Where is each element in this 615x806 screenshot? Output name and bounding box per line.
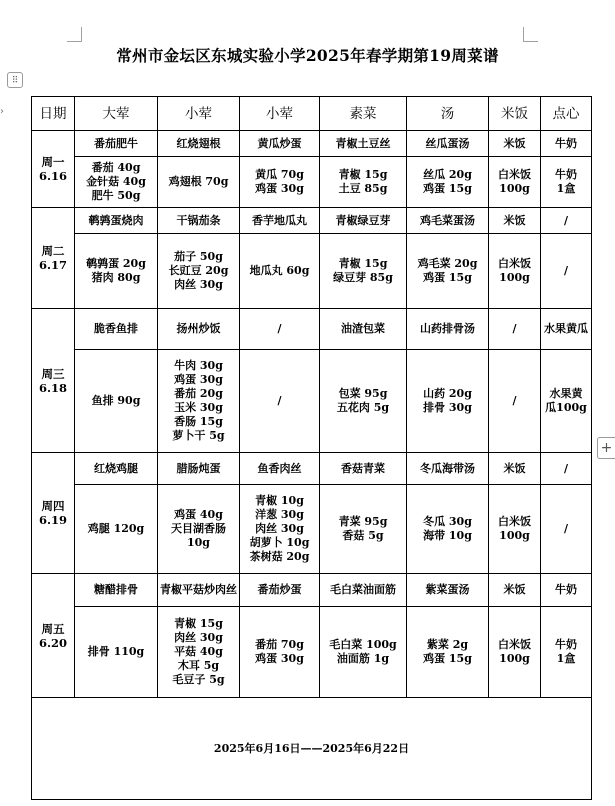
ingredient-cell	[75, 485, 158, 574]
header-cell: 素菜	[320, 97, 407, 131]
ingredient-cell	[240, 349, 320, 452]
ingredient-line: 平菇 40g	[174, 644, 223, 658]
dish-name: 冬瓜海带汤	[407, 452, 489, 484]
ingredient-line: 1盒	[556, 651, 576, 665]
ingredient-line: 白米饭	[498, 515, 531, 529]
dish-name: 紫菜蛋汤	[407, 574, 489, 606]
weekday-label: 周二	[41, 244, 65, 259]
ingredient-cell	[407, 485, 489, 574]
ingredient-line: 青椒 15g	[338, 257, 388, 271]
ingredient-cell	[158, 349, 240, 452]
dish-name: /	[489, 309, 541, 350]
ingredient-line: 丝瓜 20g	[423, 168, 472, 182]
dish-name: 米饭	[489, 452, 541, 484]
ingredient-line: 100g	[499, 271, 530, 285]
add-column-button[interactable]: +	[597, 437, 615, 459]
ingredient-line: 10g	[187, 536, 210, 550]
dish-name: 脆香鱼排	[75, 309, 158, 350]
ingredient-line: 牛肉 30g	[174, 358, 223, 372]
ingredient-line: 100g	[499, 651, 530, 665]
date-label: 6.17	[38, 258, 67, 273]
dish-name: 牛奶	[541, 574, 592, 606]
ingredient-line: 白米饭	[498, 257, 531, 271]
dish-name: 牛奶	[541, 131, 592, 157]
ingredient-line: 鸡腿 120g	[87, 522, 145, 536]
header-cell: 大荤	[75, 97, 158, 131]
ingredient-line: 番茄 70g	[255, 637, 304, 651]
ingredient-line: 鸡毛菜 20g	[417, 257, 478, 271]
header-cell: 点心	[541, 97, 592, 131]
chevron-right-icon[interactable]: ›	[0, 106, 4, 117]
ingredient-line: 油面筋 1g	[336, 651, 390, 665]
ingredient-cell	[240, 485, 320, 574]
dish-name: 水果黄瓜	[541, 309, 592, 350]
ingredient-line: 茶树菇 20g	[249, 550, 310, 564]
dish-row	[32, 131, 592, 157]
day-cell	[32, 207, 75, 308]
ingredient-cell	[541, 349, 592, 452]
ingredient-line: 鸡蛋 30g	[255, 651, 304, 665]
dish-name: 干锅茄条	[158, 207, 240, 233]
day-cell	[32, 131, 75, 208]
day-cell	[32, 452, 75, 573]
ingredient-line: /	[563, 264, 569, 278]
ingredient-line: 毛豆子 5g	[172, 672, 225, 686]
ingredient-cell	[489, 234, 541, 309]
dish-name: /	[541, 452, 592, 484]
page-title: 常州市金坛区东城实验小学2025年春学期第19周菜谱	[116, 46, 499, 65]
dish-name: 番茄肥牛	[75, 131, 158, 157]
ingredient-line: 鱼排 90g	[91, 393, 141, 407]
ingredient-line: 玉米 30g	[174, 400, 223, 414]
ingredient-line: 土豆 85g	[338, 182, 388, 196]
ingredient-cell	[320, 157, 407, 208]
ingredient-cell	[158, 485, 240, 574]
ingredient-line: 鸡蛋 15g	[423, 271, 472, 285]
ingredient-line: /	[563, 522, 569, 536]
ingredient-line: 茄子 50g	[174, 250, 223, 264]
ingredient-cell	[158, 157, 240, 208]
ingredient-line: 鸡蛋 40g	[174, 508, 223, 522]
dish-name: 米饭	[489, 207, 541, 233]
ingredient-line: 天目湖香肠	[171, 522, 226, 536]
ingredient-cell	[320, 349, 407, 452]
ingredient-cell	[320, 606, 407, 697]
ingredient-cell	[320, 234, 407, 309]
dish-name: 扬州炒饭	[158, 309, 240, 350]
dish-name: 青椒平菇炒肉丝	[158, 574, 240, 606]
weekday-label: 周三	[41, 366, 65, 381]
ingredient-line: 排骨 30g	[423, 400, 472, 414]
ingredient-line: 肥牛 50g	[91, 189, 141, 203]
ingredient-row	[32, 234, 592, 309]
ingredient-line: 牛奶	[555, 168, 577, 182]
ingredient-cell	[541, 234, 592, 309]
header-row	[32, 97, 592, 131]
menu-table	[31, 96, 592, 800]
ingredient-line: 绿豆芽 85g	[333, 271, 393, 285]
ingredient-line: 肉丝 30g	[174, 630, 223, 644]
date-label: 6.16	[38, 168, 67, 183]
ingredient-line: 鸡蛋 15g	[423, 182, 472, 196]
ingredient-cell	[407, 606, 489, 697]
dish-row	[32, 452, 592, 484]
dish-name: 山药排骨汤	[407, 309, 489, 350]
ingredient-line: 鸡蛋 15g	[423, 651, 472, 665]
ingredient-line: 青椒 15g	[338, 168, 388, 182]
weekday-label: 周四	[41, 499, 65, 514]
ingredient-line: 牛奶	[555, 637, 577, 651]
ingredient-cell	[240, 234, 320, 309]
ingredient-row	[32, 485, 592, 574]
dish-name: 米饭	[489, 131, 541, 157]
header-cell: 汤	[407, 97, 489, 131]
ingredient-cell	[489, 157, 541, 208]
ingredient-line: 木耳 5g	[177, 658, 220, 672]
ingredient-line: 紫菜 2g	[426, 637, 469, 651]
ingredient-cell	[489, 349, 541, 452]
ingredient-cell	[489, 485, 541, 574]
weekday-label: 周五	[41, 621, 65, 636]
dish-name: 黄瓜炒蛋	[240, 131, 320, 157]
dish-name: 香菇青菜	[320, 452, 407, 484]
header-cell: 小荤	[158, 97, 240, 131]
ingredient-line: 长豇豆 20g	[168, 264, 229, 278]
ingredient-cell	[75, 157, 158, 208]
dish-name: 丝瓜蛋汤	[407, 131, 489, 157]
ingredient-line: 鹌鹑蛋 20g	[86, 257, 146, 271]
dish-name: 番茄炒蛋	[240, 574, 320, 606]
ingredient-cell	[158, 606, 240, 697]
ingredient-line: 胡萝卜 10g	[249, 536, 310, 550]
dish-name: 红烧翅根	[158, 131, 240, 157]
ingredient-line: 金针菇 40g	[86, 175, 146, 189]
dish-name: /	[240, 309, 320, 350]
dish-name: 青椒土豆丝	[320, 131, 407, 157]
ingredient-line: 香菇 5g	[342, 529, 384, 543]
dish-name: 鸡毛菜蛋汤	[407, 207, 489, 233]
ingredient-line: 肉丝 30g	[174, 278, 223, 292]
header-cell: 小荤	[240, 97, 320, 131]
date-label: 6.20	[38, 635, 67, 650]
day-cell	[32, 309, 75, 453]
ingredient-cell	[407, 234, 489, 309]
ingredient-row	[32, 157, 592, 208]
ingredient-line: 白米饭	[498, 168, 531, 182]
ingredient-line: 100g	[499, 182, 530, 196]
date-label: 6.19	[38, 513, 67, 528]
dish-name: 糖醋排骨	[75, 574, 158, 606]
dish-name: 红烧鸡腿	[75, 452, 158, 484]
ingredient-line: 青椒 15g	[174, 616, 223, 630]
dish-name: 腊肠炖蛋	[158, 452, 240, 484]
table-move-handle-icon[interactable]: ⠿	[7, 72, 23, 88]
ingredient-line: /	[512, 393, 517, 407]
ingredient-cell	[240, 606, 320, 697]
date-range: 2025年6月16日——2025年6月22日	[32, 698, 592, 800]
ingredient-line: 猪肉 80g	[91, 271, 141, 285]
dish-name: 油渣包菜	[320, 309, 407, 350]
ingredient-line: 毛白菜 100g	[329, 637, 397, 651]
footer-row	[32, 698, 592, 800]
ingredient-line: 鸡蛋 30g	[174, 372, 223, 386]
ingredient-line: 100g	[499, 529, 530, 543]
ingredient-line: 青椒 10g	[255, 494, 304, 508]
dish-row	[32, 574, 592, 606]
ingredient-line: 番茄 40g	[91, 161, 141, 175]
header-cell: 日期	[32, 97, 75, 131]
ingredient-line: /	[277, 393, 282, 407]
ingredient-line: 白米饭	[498, 637, 531, 651]
ingredient-cell	[407, 157, 489, 208]
ingredient-line: 海带 10g	[423, 529, 472, 543]
ingredient-line: 番茄 20g	[174, 386, 223, 400]
day-cell	[32, 574, 75, 698]
ingredient-cell	[407, 349, 489, 452]
ingredient-line: 瓜100g	[545, 400, 587, 414]
dish-name: /	[541, 207, 592, 233]
ingredient-line: 1盒	[556, 182, 576, 196]
ingredient-cell	[240, 157, 320, 208]
ingredient-cell	[158, 234, 240, 309]
ingredient-cell	[75, 606, 158, 697]
ingredient-row	[32, 349, 592, 452]
dish-row	[32, 207, 592, 233]
dish-name: 米饭	[489, 574, 541, 606]
dish-name: 鱼香肉丝	[240, 452, 320, 484]
ingredient-line: 黄瓜 70g	[255, 168, 304, 182]
ingredient-line: 鸡翅根 70g	[168, 175, 229, 189]
page-corner-mark-left	[67, 27, 82, 42]
ingredient-line: 肉丝 30g	[255, 522, 304, 536]
ingredient-cell	[320, 485, 407, 574]
ingredient-line: 香肠 15g	[174, 414, 223, 428]
dish-row	[32, 309, 592, 350]
ingredient-line: 山药 20g	[423, 386, 472, 400]
dish-name: 香芋地瓜丸	[240, 207, 320, 233]
ingredient-cell	[489, 606, 541, 697]
dish-name: 青椒绿豆芽	[320, 207, 407, 233]
dish-name: 鹌鹑蛋烧肉	[75, 207, 158, 233]
ingredient-row	[32, 606, 592, 697]
ingredient-line: 鸡蛋 30g	[255, 182, 304, 196]
header-cell: 米饭	[489, 97, 541, 131]
page-corner-mark-right	[523, 27, 538, 42]
weekday-label: 周一	[41, 154, 65, 169]
ingredient-line: 五花肉 5g	[336, 400, 390, 414]
ingredient-cell	[541, 157, 592, 208]
ingredient-cell	[541, 606, 592, 697]
ingredient-line: 青菜 95g	[338, 515, 388, 529]
date-label: 6.18	[38, 380, 67, 395]
ingredient-cell	[541, 485, 592, 574]
dish-name: 毛白菜油面筋	[320, 574, 407, 606]
ingredient-line: 地瓜丸 60g	[249, 264, 310, 278]
ingredient-line: 萝卜干 5g	[172, 428, 225, 442]
ingredient-line: 排骨 110g	[87, 644, 145, 658]
ingredient-line: 洋葱 30g	[255, 508, 304, 522]
ingredient-cell	[75, 234, 158, 309]
ingredient-line: 冬瓜 30g	[423, 515, 472, 529]
ingredient-line: 水果黄	[549, 386, 583, 400]
ingredient-cell	[75, 349, 158, 452]
ingredient-line: 包菜 95g	[338, 386, 388, 400]
